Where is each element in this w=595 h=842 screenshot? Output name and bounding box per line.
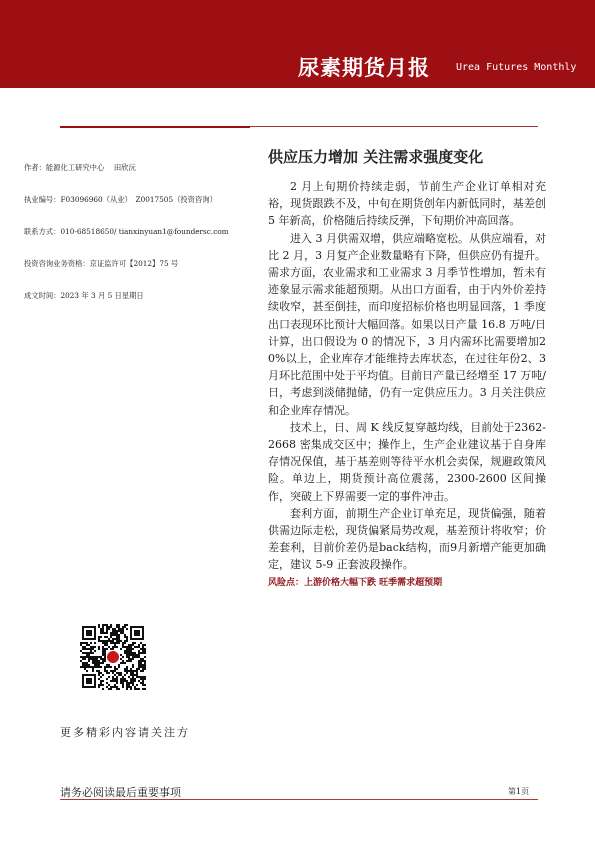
paragraph: 进入 3 月供需双增，供应端略宽松。从供应端看，对比 2 月，3 月复产企业数量略有下降，但供应仍有提升。需求方面，农业需求和工业需求 3 月季节性增加，暂未有迹象显示需求能超预期。从出口方面看，由于内外价差持续收窄，甚至倒挂，而印度招标价格也明显回落，1 季度出口表现环比预计大幅回落。如果以日产量 16.8 万吨/日计算，出口假设为 0 的情况下，3 月内需环比需要增加20%以上，企业库存才能维持去库状态，在过往年份2、3月环比范围中处于平均值。目前日产量已经增至 17 万吨/日，考虑到淡储抛储，仍有一定供应压力。3 月关注供应和企业库存情况。 <box>268 231 546 417</box>
date-line: 成文时间：2023 年 3 月 5 日星期日 <box>24 291 144 300</box>
page-number: 第1页 <box>508 787 530 796</box>
qr-code-image <box>80 624 146 690</box>
risk-note: 风险点：上游价格大幅下跌 旺季需求超预期 <box>268 577 443 588</box>
contact-line: 联系方式：010-68518650/ tianxinyuan1@foundersc.com <box>24 227 229 236</box>
report-title: 尿素期货月报 <box>298 56 430 80</box>
article-body <box>268 178 546 590</box>
header-banner <box>0 0 595 88</box>
qr-logo-icon <box>107 651 119 663</box>
license-line: 执业编号：F03096960（从业） Z0017505（投资咨询） <box>24 195 217 204</box>
article-title: 供应压力增加 关注需求强度变化 <box>268 148 484 166</box>
footer-rule <box>60 799 538 800</box>
paragraph: 2 月上旬期价持续走弱，节前生产企业订单相对充裕，现货跟跌不及，中旬在期货创年内新低同时，基差创 5 年新高，价格随后持续反弹，下旬期价冲高回落。 <box>268 180 546 228</box>
report-subtitle: Urea Futures Monthly <box>456 62 577 73</box>
author-line: 作者：能源化工研究中心 田欣沅 <box>24 163 136 172</box>
qualification-line: 投资咨询业务资格：京证监许可【2012】75 号 <box>24 259 179 268</box>
follow-prompt: 更多精彩内容请关注方 <box>60 726 190 739</box>
paragraph: 套利方面，前期生产企业订单充足，现货偏强，随着供需边际走松，现货偏紧局势改观，基差预计将收窄；价差套利，目前价差仍是back结构，而9月新增产能更加确定，建议 5-9 正套波段操作。 <box>268 506 546 572</box>
paragraph: 技术上，日、周 K 线反复穿越均线，目前处于2362-2668 密集成交区中；操作上，生产企业建议基于自身库存情况保值，基于基差则等待平水机会卖保，规避政策风险。单边上，期货预计高位震荡，2300-2600 区间操作，突破上下界需要一定的事件冲击。 <box>268 420 546 503</box>
header-rule-accent <box>60 126 250 128</box>
disclaimer-note: 请务必阅读最后重要事项 <box>60 786 181 799</box>
